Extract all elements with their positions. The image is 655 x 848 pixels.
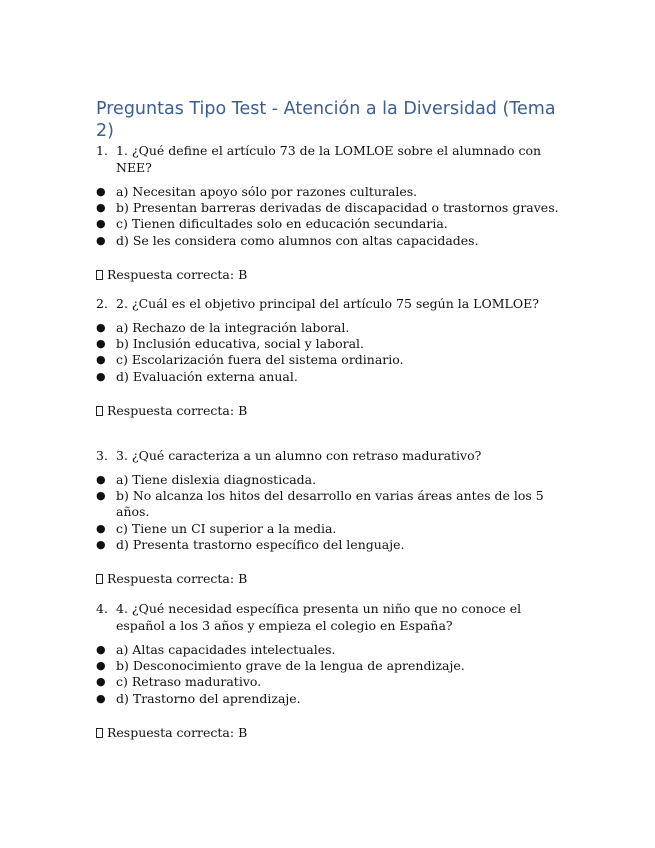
option-c	[96, 521, 576, 537]
bullet-dot-icon: ●	[96, 201, 106, 215]
option-d	[96, 691, 576, 707]
bullet-dot-icon: ●	[96, 321, 106, 334]
bullet-dot-icon: ●	[96, 521, 106, 535]
option-text: b) Desconocimiento grave de la lengua de aprendizaje.	[116, 658, 465, 674]
bullet-dot-icon: ●	[96, 489, 106, 503]
option-text: d) Evaluación externa anual.	[116, 368, 298, 384]
question-line	[96, 600, 576, 634]
answer-text: Respuesta correcta: B	[107, 724, 248, 740]
option-text: a) Tiene dislexia diagnosticada.	[116, 472, 317, 487]
bullet-dot-icon: ●	[96, 337, 106, 351]
bullet-dot-icon: ●	[96, 675, 106, 689]
option-text: d) Se les considera como alumnos con altas capacidades.	[116, 232, 479, 248]
option-text: b) No alcanza los hitos del desarrollo en varias áreas antes de los 5 años.	[116, 488, 544, 520]
option-d	[96, 537, 576, 553]
option-c	[96, 216, 576, 232]
page-title: Preguntas Tipo Test - Atención a la Diversidad (Tema 2)	[96, 99, 556, 141]
option-text: b) Presentan barreras derivadas de discapacidad o trastornos graves.	[116, 200, 559, 216]
option-a	[96, 184, 576, 200]
question-2	[96, 295, 576, 419]
bullet-dot-icon: ●	[96, 353, 106, 367]
question-4	[96, 600, 576, 741]
option-b	[96, 336, 576, 352]
bullet-dot-icon: ●	[96, 537, 106, 551]
bullet-dot-icon: ●	[96, 369, 106, 383]
bullet-dot-icon: ●	[96, 691, 106, 705]
question-line	[96, 295, 576, 312]
question-text: 4. ¿Qué necesidad específica presenta un niño que no conoce el español a los 3 años y empieza el colegio en España?	[116, 601, 522, 633]
option-text: c) Tienen dificultades solo en educación secundaria.	[116, 216, 448, 232]
option-text: d) Trastorno del aprendizaje.	[116, 690, 301, 706]
check-box-icon	[96, 406, 103, 416]
bullet-dot-icon: ●	[96, 217, 106, 231]
question-line	[96, 447, 576, 464]
option-d	[96, 369, 576, 385]
option-a	[96, 642, 576, 658]
correct-answer	[96, 403, 576, 419]
question-number: 4.	[96, 601, 108, 616]
option-list	[96, 320, 576, 385]
correct-answer	[96, 267, 576, 283]
option-text: b) Inclusión educativa, social y laboral.	[116, 336, 365, 352]
bullet-dot-icon: ●	[96, 233, 106, 247]
question-text: 1. ¿Qué define el artículo 73 de la LOMLOE sobre el alumnado con NEE?	[116, 143, 542, 175]
bullet-dot-icon: ●	[96, 659, 106, 673]
option-text: c) Retraso madurativo.	[116, 674, 262, 690]
option-a	[96, 320, 576, 336]
question-text: 2. ¿Cuál es el objetivo principal del artículo 75 según la LOMLOE?	[116, 296, 539, 311]
option-list	[96, 184, 576, 249]
correct-answer	[96, 571, 576, 587]
answer-text: Respuesta correcta: B	[107, 402, 248, 418]
option-c	[96, 674, 576, 690]
option-list	[96, 472, 576, 553]
question-1	[96, 142, 576, 283]
option-list	[96, 642, 576, 707]
option-text: d) Presenta trastorno específico del lenguaje.	[116, 536, 405, 552]
bullet-dot-icon: ●	[96, 185, 106, 198]
option-b	[96, 658, 576, 674]
option-text: c) Tiene un CI superior a la media.	[116, 520, 337, 536]
option-b	[96, 200, 576, 216]
answer-text: Respuesta correcta: B	[107, 266, 248, 282]
option-text: a) Altas capacidades intelectuales.	[116, 642, 336, 657]
correct-answer	[96, 725, 576, 741]
check-box-icon	[96, 574, 103, 584]
option-c	[96, 352, 576, 368]
question-text: 3. ¿Qué caracteriza a un alumno con retraso madurativo?	[116, 448, 482, 463]
check-box-icon	[96, 728, 103, 738]
bullet-dot-icon: ●	[96, 643, 106, 656]
question-3	[96, 447, 576, 587]
bullet-dot-icon: ●	[96, 473, 106, 486]
check-box-icon	[96, 270, 103, 280]
answer-text: Respuesta correcta: B	[107, 571, 248, 587]
option-d	[96, 233, 576, 249]
option-text: a) Necesitan apoyo sólo por razones culturales.	[116, 184, 418, 199]
option-b	[96, 488, 576, 520]
option-text: a) Rechazo de la integración laboral.	[116, 320, 350, 335]
option-a	[96, 472, 576, 488]
option-text: c) Escolarización fuera del sistema ordinario.	[116, 352, 404, 368]
question-line	[96, 142, 576, 176]
question-number: 1.	[96, 143, 108, 158]
question-number: 2.	[96, 296, 108, 311]
question-number: 3.	[96, 448, 108, 463]
